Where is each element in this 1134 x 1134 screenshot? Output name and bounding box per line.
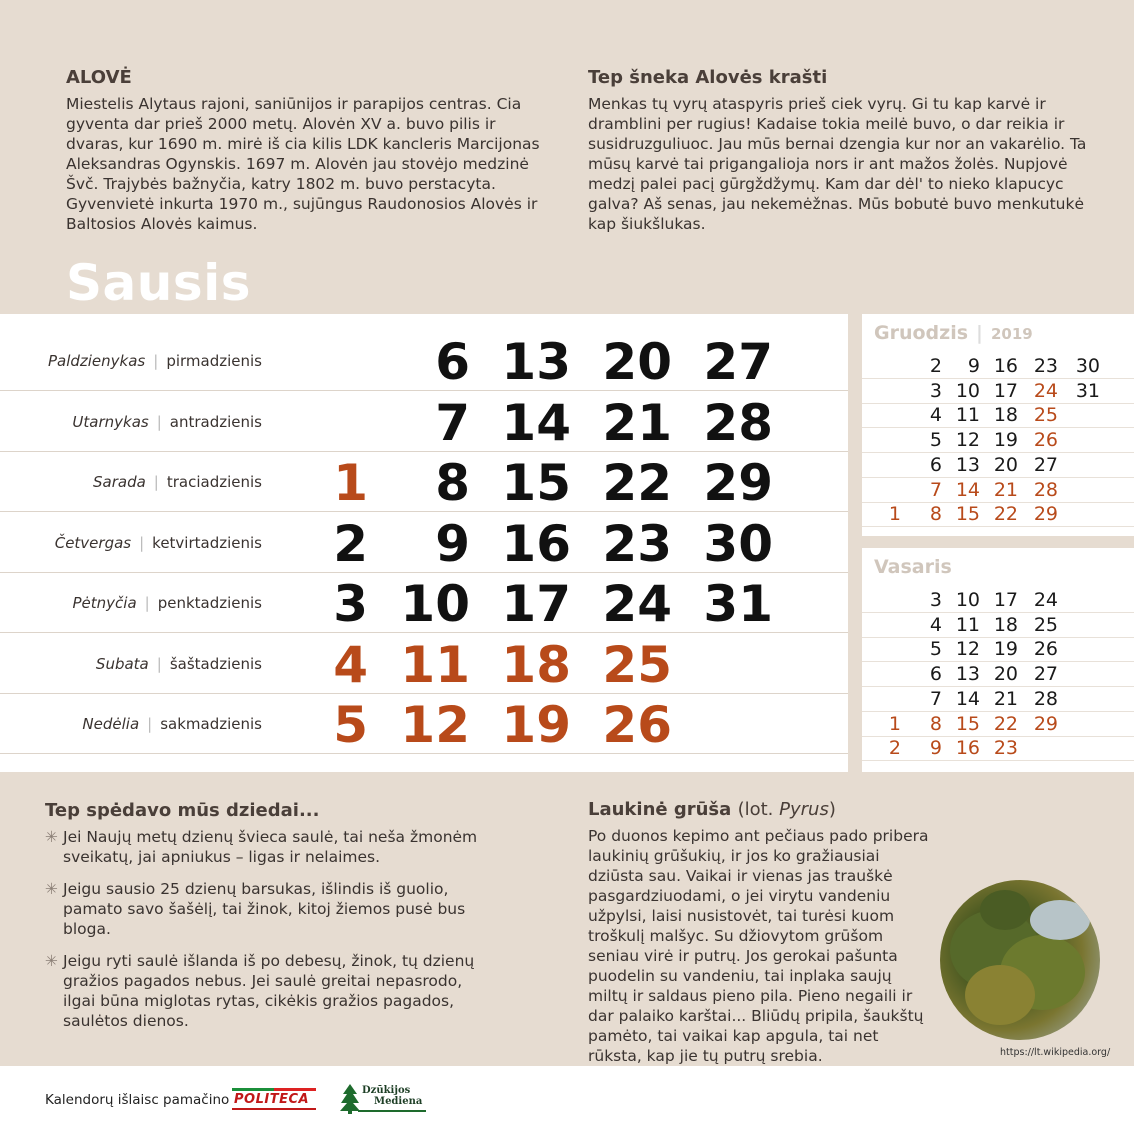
mini-week-row — [862, 453, 1134, 478]
mini-day-number: 5 — [929, 638, 942, 661]
day-number: 22 — [602, 454, 672, 512]
mini-day-number: 27 — [1033, 663, 1058, 686]
mini-day-number: 14 — [955, 478, 980, 501]
mini-day-number: 20 — [993, 453, 1018, 476]
mini-day-number: 29 — [1033, 503, 1058, 526]
mini-day-number: 3 — [929, 379, 942, 402]
day-number: 16 — [501, 514, 571, 573]
weekday-name: Sarada | traciadzienis — [93, 473, 262, 491]
plant-title: Laukinė grūša — [588, 799, 732, 820]
intro-alove — [66, 68, 556, 234]
dialect-section — [588, 68, 1088, 234]
asterisk-icon: ✳ — [45, 952, 58, 970]
weekday-name: Subata | šaštadzienis — [95, 654, 262, 673]
mini-day-number: 26 — [1033, 429, 1058, 452]
month-title: Sausis — [66, 254, 252, 312]
day-number: 27 — [703, 333, 773, 391]
mini-day-number: 1 — [888, 503, 901, 526]
dialect-title: Tep šneka Alovės krašti — [588, 67, 828, 88]
mini-week-row — [862, 354, 1134, 379]
mini-day-number: 2 — [888, 737, 901, 760]
mini-day-number: 23 — [993, 737, 1018, 760]
saying-item: ✳ Jeigu ryti saulė išlanda iš po debesų, žinok, tų dzienų gražios pagados nebus. Jei saulė greitai nepasrodo, ilgai būna miglotas rytas, cikėkis gražios pagados, saulėtos dienos. — [45, 952, 475, 1030]
mini-week-row — [862, 403, 1134, 428]
mini-day-number: 22 — [993, 712, 1018, 735]
mini-day-number: 7 — [929, 687, 942, 710]
mini-day-number: 21 — [993, 478, 1018, 501]
day-number: 18 — [501, 635, 571, 694]
day-number: 5 — [333, 696, 368, 754]
saying-item: ✳ Jei Naujų metų dzienų švieca saulė, tai neša žmonėm sveikatų, jai apniukus – ligas ir nelaimes. — [45, 828, 478, 866]
day-number: 21 — [602, 393, 672, 452]
mini-day-number: 14 — [955, 687, 980, 710]
weekday-name: Utarnykas | antradzienis — [72, 412, 262, 431]
day-number: 17 — [501, 575, 571, 633]
day-number: 12 — [400, 696, 470, 754]
pear-tree-photo — [940, 880, 1100, 1040]
day-number: 23 — [602, 514, 672, 573]
tree-icon — [340, 1084, 360, 1114]
weekday-name: Četvergas | ketvirtadzienis — [54, 533, 262, 552]
mini-day-number: 15 — [955, 712, 980, 735]
mini-day-number: 19 — [993, 638, 1018, 661]
mini-day-number: 26 — [1033, 638, 1058, 661]
mini-day-number: 22 — [993, 503, 1018, 526]
mini-calendar-february — [862, 548, 1134, 772]
mini-day-number: 6 — [929, 663, 942, 686]
weekday-row — [0, 391, 848, 452]
day-number: 29 — [703, 454, 773, 512]
mini-day-number: 11 — [955, 404, 980, 427]
plant-section: Laukinė grūša (lot. Pyrus) Po duonos kepimo ant pečiaus pado pribera laukinių grūšukių, ir jos ko gražiausiai dziūsta sau. Vaikai ir vienas jas trauškė pasgardziuodami, o jei virytu vandeniu užpylsi, laisi nusistovėt, tai turėsi kuom troškulį malšyc. Su džiovytom grūšom seniau virė ir putrų. Jos gerokai pašunta puodelin su vandeniu, tai inplaka saujų miltų ir saldaus pieno pila. Pieno negaili ir dar palaiko karštai... Bliūdų pripila, šaukštų pamėto, tai vaikai kap apgula, tai net rūksta, kap jie tų putrų srebia. — [588, 800, 933, 1088]
weekday-row — [0, 451, 848, 512]
mini-day-number: 12 — [955, 429, 980, 452]
weekday-name: Paldzienykas | pirmadzienis — [47, 352, 262, 370]
mini-week-row — [862, 428, 1134, 453]
mini-day-number: 17 — [993, 379, 1018, 402]
footer — [0, 1066, 1134, 1134]
weekday-row — [0, 693, 848, 754]
mini-day-number: 11 — [955, 613, 980, 636]
mini-day-number: 30 — [1075, 355, 1100, 377]
mini-week-row — [862, 502, 1134, 527]
day-number: 30 — [703, 514, 773, 573]
mini-week-row — [862, 478, 1134, 503]
day-number: 9 — [435, 514, 470, 573]
politeca-logo: POLITECA — [232, 1088, 316, 1110]
mini-day-number: 27 — [1033, 453, 1058, 476]
day-number: 7 — [435, 393, 470, 452]
weekday-row — [0, 330, 848, 391]
mini-day-number: 9 — [967, 355, 980, 377]
mini-day-number: 15 — [955, 503, 980, 526]
mini-day-number: 1 — [888, 712, 901, 735]
mini-day-number: 29 — [1033, 712, 1058, 735]
saying-item: ✳ Jeigu sausio 25 dzienų barsukas, išlindis iš guolio, pamato savo šašėlį, tai žinok, kitoj žiemos pusė bus bloga. — [45, 880, 466, 938]
mini-calendar-december: Gruodzis | 2019 2 9 16 23 30 3 10 17 24 31 4 11 18 25 5 12 19 26 6 13 20 27 7 14 21 28 1 8 15 22 29 — [862, 314, 1134, 536]
mini-day-number: 12 — [955, 638, 980, 661]
intro-title: ALOVĖ — [66, 67, 132, 88]
mini-day-number: 4 — [929, 404, 942, 427]
mini-day-number: 10 — [955, 379, 980, 402]
mini-day-number: 3 — [929, 589, 942, 611]
photo-credit: https://lt.wikipedia.org/ — [1000, 1047, 1111, 1058]
weekday-name: Nedėlia | sakmadzienis — [82, 715, 262, 733]
mini-day-number: 4 — [929, 613, 942, 636]
mini-day-number: 21 — [993, 687, 1018, 710]
weekday-row — [0, 512, 848, 573]
day-number: 4 — [333, 635, 368, 694]
mini-week-row — [862, 613, 1134, 638]
weekday-name: Pėtnyčia | penktadzienis — [72, 594, 262, 612]
day-number: 6 — [435, 333, 470, 391]
mini-day-number: 19 — [993, 429, 1018, 452]
day-number: 26 — [602, 696, 672, 754]
mini-week-row — [862, 687, 1134, 712]
mini-month-name: Vasaris — [874, 556, 952, 578]
mini-week-row — [862, 637, 1134, 662]
day-number: 24 — [602, 575, 672, 633]
mini-day-number: 28 — [1033, 478, 1058, 501]
mini-day-number: 6 — [929, 453, 942, 476]
mini-day-number: 16 — [955, 737, 980, 760]
day-number: 8 — [435, 454, 470, 512]
sponsor-label: Kalendorų išlaisc pamačino — [45, 1092, 230, 1108]
day-number: 1 — [333, 454, 368, 512]
sayings-title: Tep spėdavo mūs dziedai... — [45, 800, 320, 821]
mini-day-number: 18 — [993, 404, 1018, 427]
mini-day-number: 25 — [1033, 404, 1058, 427]
mini-day-number: 8 — [929, 712, 942, 735]
mini-day-number: 9 — [929, 737, 942, 760]
weekday-row — [0, 633, 848, 694]
day-number: 13 — [501, 333, 571, 391]
day-number: 11 — [400, 635, 470, 694]
day-number: 15 — [501, 454, 571, 512]
day-number: 31 — [703, 575, 773, 633]
weekday-row — [0, 572, 848, 633]
mini-week-row — [862, 379, 1134, 404]
mini-week-row — [862, 736, 1134, 761]
sayings-section — [45, 800, 485, 1043]
mini-day-number: 17 — [993, 589, 1018, 611]
main-calendar — [0, 314, 848, 772]
mini-day-number: 31 — [1075, 379, 1100, 402]
dzukijos-mediena-logo: Dzūkijos Mediena — [340, 1084, 430, 1114]
day-number: 10 — [400, 575, 470, 633]
mini-day-number: 13 — [955, 453, 980, 476]
day-number: 25 — [602, 635, 672, 694]
day-number: 20 — [602, 333, 672, 391]
mini-day-number: 23 — [1033, 355, 1058, 377]
mini-day-number: 24 — [1033, 379, 1058, 402]
mini-day-number: 10 — [955, 589, 980, 611]
mini-day-number: 7 — [929, 478, 942, 501]
day-number: 3 — [333, 575, 368, 633]
mini-week-row — [862, 662, 1134, 687]
mini-day-number: 20 — [993, 663, 1018, 686]
mini-month-name: Gruodzis — [874, 322, 969, 344]
plant-latin: Pyrus — [779, 799, 829, 820]
mini-day-number: 28 — [1033, 687, 1058, 710]
mini-week-row — [862, 712, 1134, 737]
day-number: 28 — [703, 393, 773, 452]
mini-day-number: 13 — [955, 663, 980, 686]
mini-day-number: 18 — [993, 613, 1018, 636]
mini-day-number: 5 — [929, 429, 942, 452]
mini-day-number: 25 — [1033, 613, 1058, 636]
asterisk-icon: ✳ — [45, 828, 58, 846]
mini-day-number: 16 — [993, 355, 1018, 377]
dialect-text: Menkas tų vyrų ataspyris prieš ciek vyrų. Gi tu kap karvė ir dramblini per rugius! Kadaise tokia meilė buvo, o dar reikia ir susidruzguliuoc. Jau mūs bernai dzengia kur nor an vakarėlio. Ta mūsų karvė tai prigangalioja nors ir ant mažos žolės. Nupjovė medzį palei pacį gūrgždžymų. Kam dar dėl' to nieko klapucyc galva? Aš senas, jau nekemėžnas. Mūs bobutė buvo menkutukė kap šiukšlukas. — [588, 95, 1087, 233]
mini-day-number: 24 — [1033, 589, 1058, 611]
day-number: 19 — [501, 696, 571, 754]
day-number: 14 — [501, 393, 571, 452]
intro-text: Miestelis Alytaus rajoni, saniūnijos ir parapijos centras. Cia gyventa dar prieš 2000 metų. Alovėn XV a. buvo pilis ir dvaras, kur 1690 m. mirė iš cia kilis LDK kancleris Marcijonas Aleksandras Ogynskis. 1697 m. Alovėn jau stovėjo medzinė Švč. Trajybės bažnyčia, katry 1802 m. buvo perstacyta. Gyvenvietė inkurta 1970 m., sujūngus Raudonosios Alovės ir Baltosios Alovės kaimus. — [66, 95, 540, 233]
day-number: 2 — [333, 514, 368, 573]
mini-day-number: 8 — [929, 503, 942, 526]
plant-text: Po duonos kepimo ant pečiaus pado pribera laukinių grūšukių, ir jos ko gražiausiai dziūsta sau. Vaikai ir vienas jas trauškė pasgardziuodami, o jei virytu vandeniu užpylsi, laisi nusistovėt, tai turėsi kuom troškulį malšyc. Su džiovytom grūšom seniau virė ir putrų. Jos gerokai pašunta puodelin su vandeniu, tai inplaka saujų miltų ir saldaus pieno pila. Pieno negaili ir dar palaiko karštai... Bliūdų pripila, šaukštų pamėto, tai vaikai kap apgula, tai net rūksta, kap jie tų putrų srebia. — [588, 827, 929, 1065]
mini-year: 2019 — [990, 325, 1033, 343]
mini-day-number: 2 — [929, 355, 942, 377]
mini-week-row — [862, 588, 1134, 613]
asterisk-icon: ✳ — [45, 880, 58, 898]
